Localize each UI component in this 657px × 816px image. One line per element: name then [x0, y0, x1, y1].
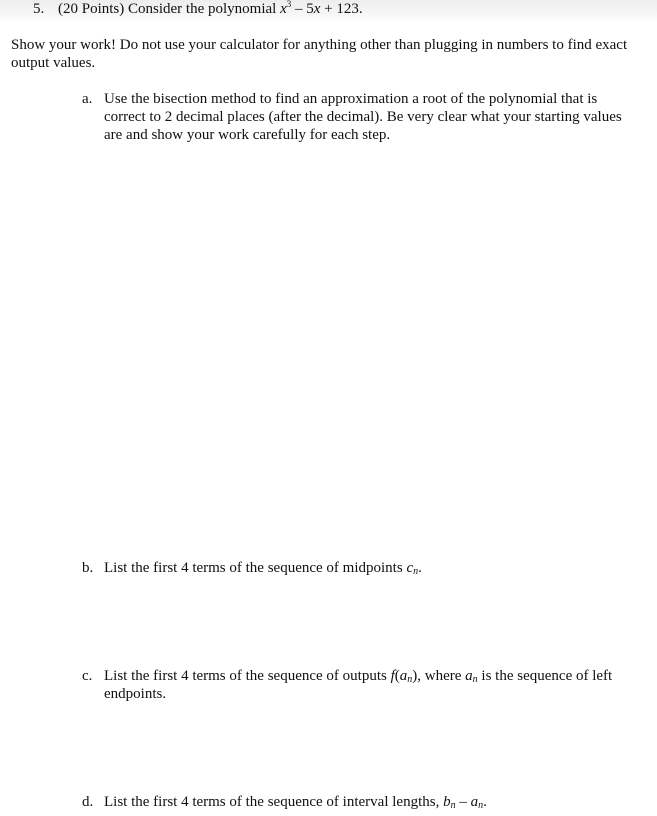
part-c-text1: List the first 4 terms of the sequence of outputs	[104, 668, 391, 684]
part-c-paren-open: (	[394, 668, 400, 684]
part-b-sub: n	[413, 566, 419, 577]
part-b-sentence: List the first 4 terms of the sequence of midpoints	[104, 560, 407, 576]
part-d-a-sub: n	[478, 800, 484, 811]
poly-x: x	[280, 1, 287, 17]
instructions: Show your work! Do not use your calculator for anything other than plugging in numbers to find exact output values.	[11, 37, 628, 71]
poly-x2: x	[313, 1, 321, 17]
question-points: (20 Points) Consider the polynomial	[58, 1, 277, 17]
part-b-text	[104, 559, 624, 577]
part-c-text2: is the sequence of left endpoints.	[104, 668, 613, 702]
part-d-text	[104, 793, 624, 811]
part-b-end: .	[418, 560, 422, 576]
part-d-b: b	[443, 794, 451, 810]
part-d-a: a	[470, 794, 479, 810]
part-d-sentence: List the first 4 terms of the sequence of interval lengths,	[104, 794, 444, 810]
part-c-letter: c.	[82, 668, 93, 684]
poly-tail: + 123.	[320, 1, 363, 17]
question-header	[33, 0, 363, 18]
part-c-a: a	[399, 668, 408, 684]
part-c-f: f	[390, 668, 395, 684]
part-a-letter: a.	[82, 91, 93, 107]
part-b-letter: b.	[82, 560, 94, 576]
part-d-end: .	[483, 794, 487, 810]
part-c-a2: a	[465, 668, 473, 684]
poly-minus: – 5	[291, 1, 314, 17]
poly-exponent: 3	[286, 0, 292, 9]
part-d-letter: d.	[82, 794, 94, 810]
part-a-text: Use the bisection method to find an approximation a root of the polynomial that is correct to 2 decimal places (after the decimal). Be very clear what your starting values are and show your work carefully for each step.	[104, 91, 622, 143]
part-c-a-sub: n	[407, 674, 413, 685]
part-c-text	[104, 667, 629, 703]
part-b-var: c	[406, 560, 414, 576]
part-c-a2-sub: n	[472, 674, 478, 685]
question-number: 5.	[33, 1, 45, 17]
part-d-b-sub: n	[450, 800, 456, 811]
part-c-paren-close: ), where	[412, 668, 466, 684]
part-d-minus: –	[455, 794, 471, 810]
